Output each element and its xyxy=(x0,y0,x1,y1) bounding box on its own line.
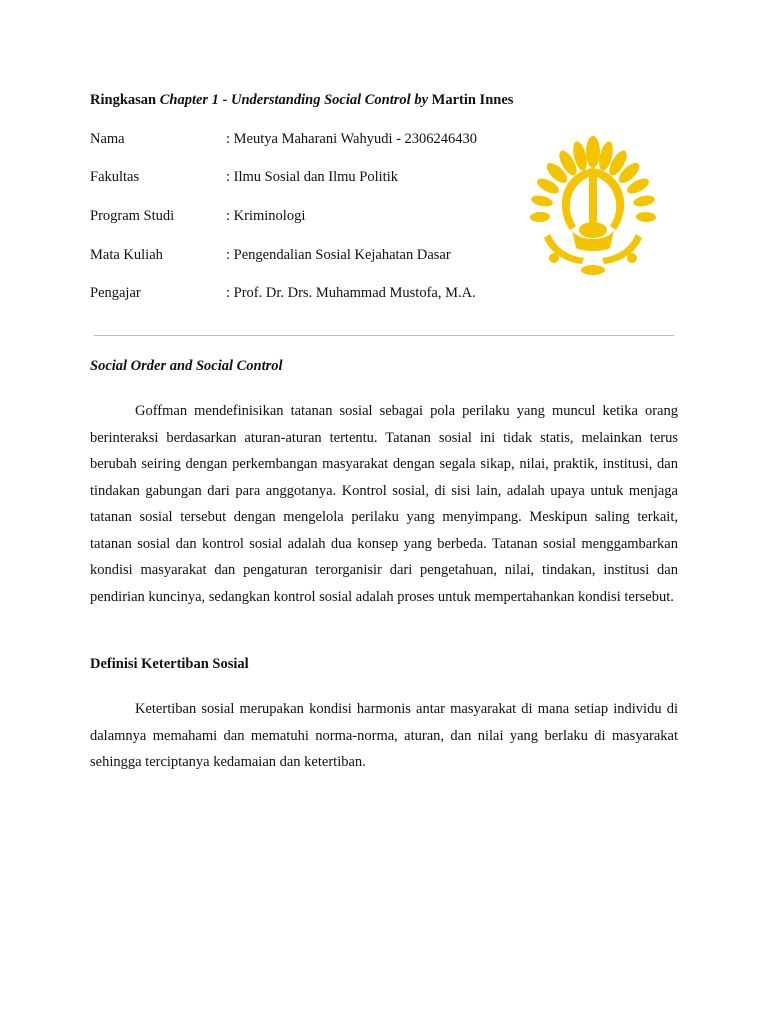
university-emblem-icon xyxy=(528,130,658,276)
info-value: : Ilmu Sosial dan Ilmu Politik xyxy=(226,169,398,185)
section-paragraph: Goffman mendefinisikan tatanan sosial sebagai pola perilaku yang muncul ketika orang berinteraksi berdasarkan aturan-aturan tertentu. Tatanan sosial ini tidak statis, melainkan terus berubah seiring dengan perkembangan masyarakat dengan segala sikap, nilai, praktik, institusi, dan tindakan gabungan dari para anggotanya. Kontrol sosial, di sisi lain, adalah upaya untuk menjaga tatanan sosial tersebut dengan mengelola perilaku yang menyimpang. Meskipun saling terkait, tatanan sosial dan kontrol sosial adalah dua konsep yang berbeda. Tatanan sosial menggambarkan kondisi masyarakat dan pengaturan terorganisir dari pengetahuan, nilai, tindakan, institusi dan pendirian kuncinya, sedangkan kontrol sosial adalah proses untuk mempertahankan kondisi tersebut. xyxy=(90,403,678,605)
section-heading: Social Order and Social Control xyxy=(90,358,283,374)
info-label: Mata Kuliah xyxy=(90,247,163,263)
horizontal-divider xyxy=(94,335,674,336)
info-value: : Prof. Dr. Drs. Muhammad Mustofa, M.A. xyxy=(226,285,476,301)
title-chapter: Chapter 1 - Understanding Social Control xyxy=(159,92,411,108)
info-label: Program Studi xyxy=(90,208,175,224)
info-label: Fakultas xyxy=(90,169,140,185)
section-paragraph: Ketertiban sosial merupakan kondisi harmonis antar masyarakat di mana setiap individu di dalamnya memahami dan mematuhi norma-norma, aturan, dan nilai yang berlaku di masyarakat sehingga terciptanya kedamaian dan ketertiban. xyxy=(90,701,678,770)
section-heading: Definisi Ketertiban Sosial xyxy=(90,656,249,672)
title-prefix: Ringkasan xyxy=(90,92,160,108)
info-label: Pengajar xyxy=(90,285,141,301)
info-value: : Meutya Maharani Wahyudi - 2306246430 xyxy=(226,131,478,147)
document-title xyxy=(90,92,513,109)
info-label: Nama xyxy=(90,131,125,147)
title-author: Martin Innes xyxy=(431,92,514,108)
info-value: : Kriminologi xyxy=(226,208,306,224)
info-value: : Pengendalian Sosial Kejahatan Dasar xyxy=(226,247,451,263)
title-by: by xyxy=(414,92,429,108)
